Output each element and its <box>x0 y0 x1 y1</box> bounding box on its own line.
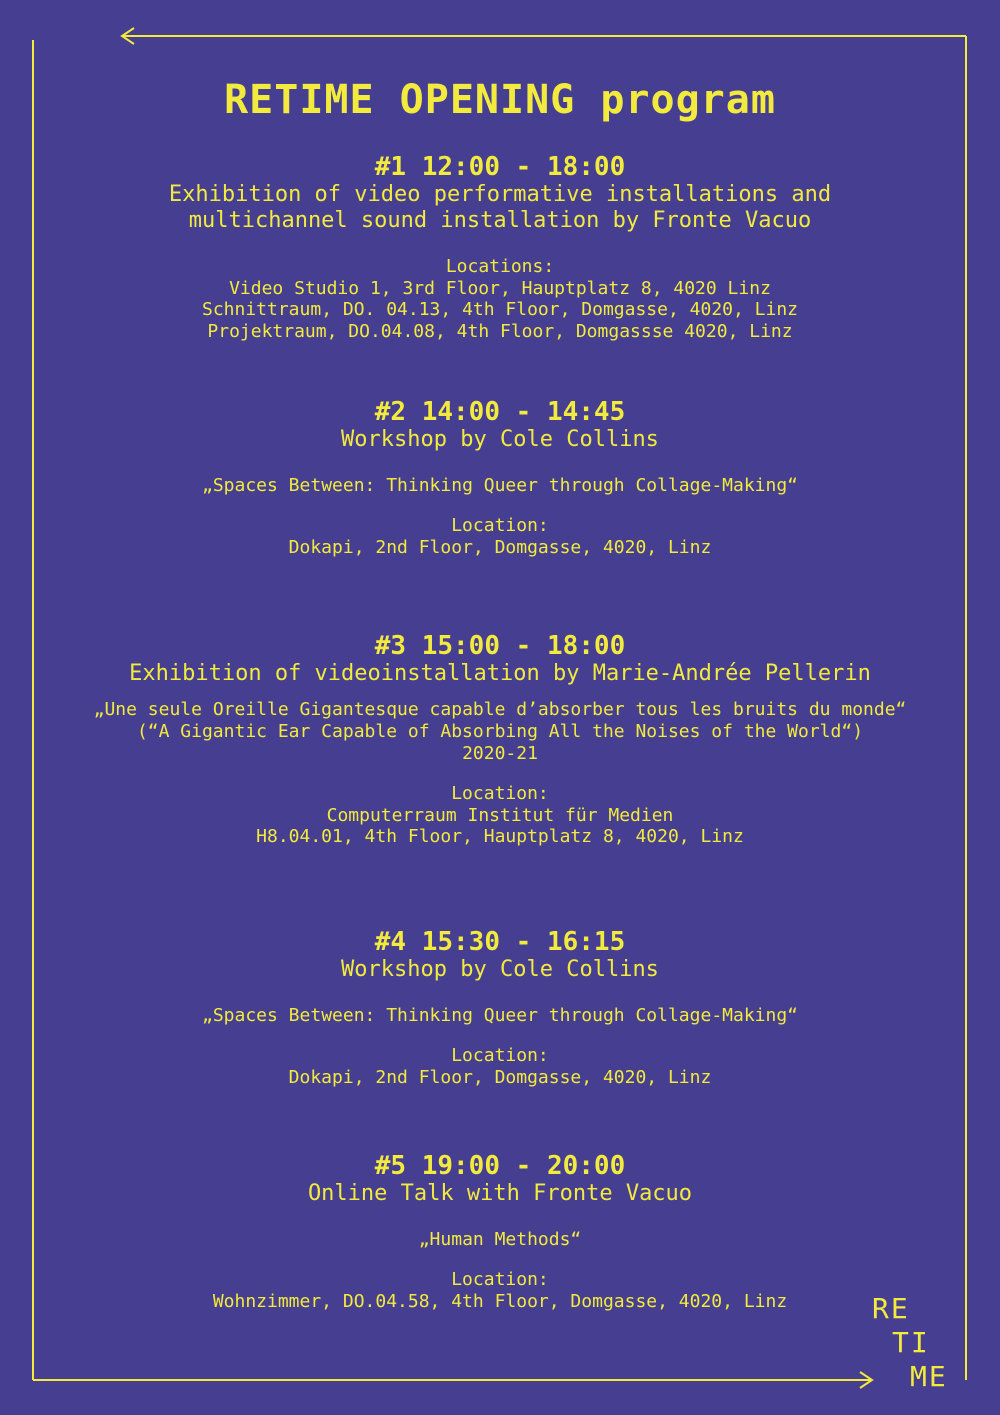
event-description: Exhibition of videoinstallation by Marie-Andrée Pellerin <box>129 661 871 686</box>
location-label: Location: <box>451 515 549 536</box>
event-2 <box>40 397 960 558</box>
event-heading: #1 12:00 - 18:00 <box>374 152 626 182</box>
event-description: multichannel sound installation by Fronte Vacuo <box>188 208 812 233</box>
event-quote: „Une seule Oreille Gigantesque capable d’absorber tous les bruits du monde“ <box>93 699 907 720</box>
event-quote: (“A Gigantic Ear Capable of Absorbing All the Noises of the World“) <box>136 721 864 742</box>
logo-line: RE <box>872 1292 910 1325</box>
event-1 <box>40 152 960 342</box>
event-heading: #4 15:30 - 16:15 <box>374 927 626 957</box>
location-line: Computerraum Institut für Medien <box>326 804 674 826</box>
location-line: Schnittraum, DO. 04.13, 4th Floor, Domgasse, 4020, Linz <box>201 299 799 320</box>
event-5 <box>40 1151 960 1312</box>
retime-logo <box>872 1292 952 1394</box>
location-label: Location: <box>451 1269 549 1290</box>
location-line: Projektraum, DO.04.08, 4th Floor, Domgassse 4020, Linz <box>207 320 793 342</box>
event-description: Exhibition of video performative installations and <box>168 182 832 207</box>
location-label: Locations: <box>445 256 555 277</box>
location-line: Dokapi, 2nd Floor, Domgasse, 4020, Linz <box>288 1066 712 1088</box>
location-label: Location: <box>451 1045 549 1066</box>
page-title: RETIME OPENING program <box>224 77 776 123</box>
event-4 <box>40 927 960 1088</box>
event-quote: „Spaces Between: Thinking Queer through Collage-Making“ <box>201 1005 799 1026</box>
event-description: Workshop by Cole Collins <box>341 957 659 982</box>
location-label: Location: <box>451 783 549 804</box>
event-description: Online Talk with Fronte Vacuo <box>307 1181 693 1206</box>
location-line: H8.04.01, 4th Floor, Hauptplatz 8, 4020, Linz <box>256 826 744 847</box>
location-line: Video Studio 1, 3rd Floor, Hauptplatz 8, 4020 Linz <box>229 277 771 299</box>
event-quote: 2020-21 <box>462 743 538 764</box>
event-heading: #5 19:00 - 20:00 <box>374 1151 626 1181</box>
location-line: Dokapi, 2nd Floor, Domgasse, 4020, Linz <box>288 536 712 558</box>
event-heading: #3 15:00 - 18:00 <box>374 631 626 661</box>
event-description: Workshop by Cole Collins <box>341 427 659 452</box>
event-quote: „Spaces Between: Thinking Queer through Collage-Making“ <box>201 475 799 496</box>
logo-line: ME <box>910 1360 948 1393</box>
logo-line: TI <box>892 1326 930 1359</box>
event-quote: „Human Methods“ <box>418 1229 582 1250</box>
event-3 <box>40 631 960 848</box>
event-heading: #2 14:00 - 14:45 <box>374 397 626 427</box>
location-line: Wohnzimmer, DO.04.58, 4th Floor, Domgasse, 4020, Linz <box>212 1290 788 1312</box>
